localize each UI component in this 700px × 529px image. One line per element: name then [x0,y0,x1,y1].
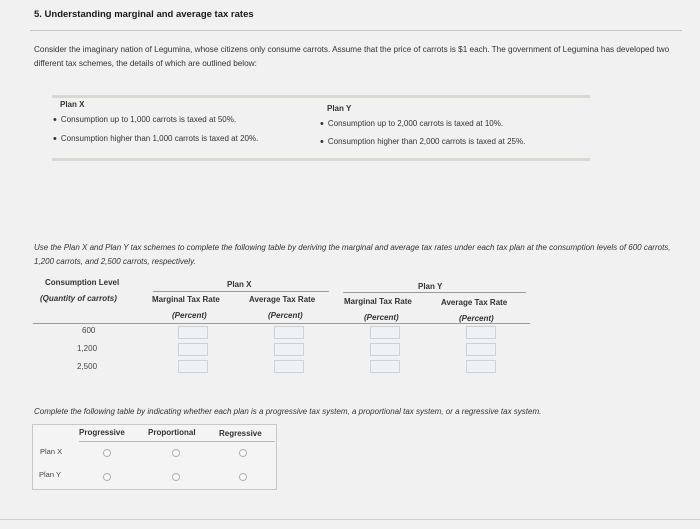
radio-y-regressive[interactable] [239,473,247,481]
bullet-icon: • [320,136,324,148]
plan-x-heading: Plan X [60,100,85,109]
input-y-marginal-2500[interactable] [370,360,400,373]
section-title: 5. Understanding marginal and average tax rates [34,9,254,20]
col-regressive: Regressive [219,429,262,438]
plan-y-item: • Consumption higher than 2,000 carrots is taxed at 25%. [320,136,526,148]
divider [30,30,682,31]
radio-x-regressive[interactable] [239,449,247,457]
plan-x-item: • Consumption higher than 1,000 carrots is taxed at 20%. [53,133,259,145]
radio-y-progressive[interactable] [103,473,111,481]
row-label-2500: 2,500 [77,362,98,371]
col-y-average: Average Tax Rate [441,298,508,307]
input-y-average-600[interactable] [466,326,496,339]
group-plan-x: Plan X [227,280,252,289]
instruction-table1: Use the Plan X and Plan Y tax schemes to complete the following table by deriving the marginal and average tax rates under each tax plan at the consumption levels of 600 carrots, 1,200 carrots, and 2,500 carrots, respectively. [34,243,671,266]
input-x-average-600[interactable] [274,326,304,339]
table2-header-rule [79,441,275,442]
input-x-average-2500[interactable] [274,360,304,373]
row-label-600: 600 [82,326,96,335]
row-label-1200: 1,200 [77,344,98,353]
col-x-marginal: Marginal Tax Rate [152,295,220,304]
input-x-marginal-2500[interactable] [178,360,208,373]
col-progressive: Progressive [79,428,125,437]
table1-header-rule [33,323,530,324]
row-plan-y: Plan Y [39,470,61,479]
group-plan-x-rule [153,291,329,292]
col-y-average-unit: (Percent) [459,314,494,323]
input-y-average-1200[interactable] [466,343,496,356]
row-plan-x: Plan X [40,447,63,456]
radio-x-progressive[interactable] [103,449,111,457]
col-y-marginal: Marginal Tax Rate [344,297,412,306]
col-x-marginal-unit: (Percent) [172,311,207,320]
col-consumption-label: Consumption Level [45,278,120,287]
bullet-icon: • [320,118,324,130]
input-x-marginal-600[interactable] [178,326,208,339]
input-y-marginal-600[interactable] [370,326,400,339]
radio-x-proportional[interactable] [172,449,180,457]
group-plan-y-rule [343,292,526,293]
input-y-marginal-1200[interactable] [370,343,400,356]
bullet-icon: • [53,114,57,126]
group-plan-y: Plan Y [418,282,443,291]
input-y-average-2500[interactable] [466,360,496,373]
instruction-table2: Complete the following table by indicating whether each plan is a progressive tax system, a proportional tax system, or a regressive tax system. [34,407,542,416]
col-x-average-unit: (Percent) [268,311,303,320]
col-y-marginal-unit: (Percent) [364,313,399,322]
plans-top-bar [52,95,590,98]
intro-paragraph: Consider the imaginary nation of Legumina, whose citizens only consume carrots. Assume that the price of carrots is $1 each. The government of Legumina has developed two different tax schemes, the details of which are outlined below: [34,45,670,68]
plan-x-item: • Consumption up to 1,000 carrots is taxed at 50%. [53,114,237,126]
plan-y-item: • Consumption up to 2,000 carrots is taxed at 10%. [320,118,504,130]
radio-y-proportional[interactable] [172,473,180,481]
plans-bottom-bar [52,158,590,161]
input-x-marginal-1200[interactable] [178,343,208,356]
bullet-icon: • [53,133,57,145]
col-proportional: Proportional [148,428,196,437]
col-consumption-sub: (Quantity of carrots) [40,294,117,303]
col-x-average: Average Tax Rate [249,295,316,304]
page-bottom-rule [0,519,700,520]
plan-y-heading: Plan Y [327,104,352,113]
input-x-average-1200[interactable] [274,343,304,356]
